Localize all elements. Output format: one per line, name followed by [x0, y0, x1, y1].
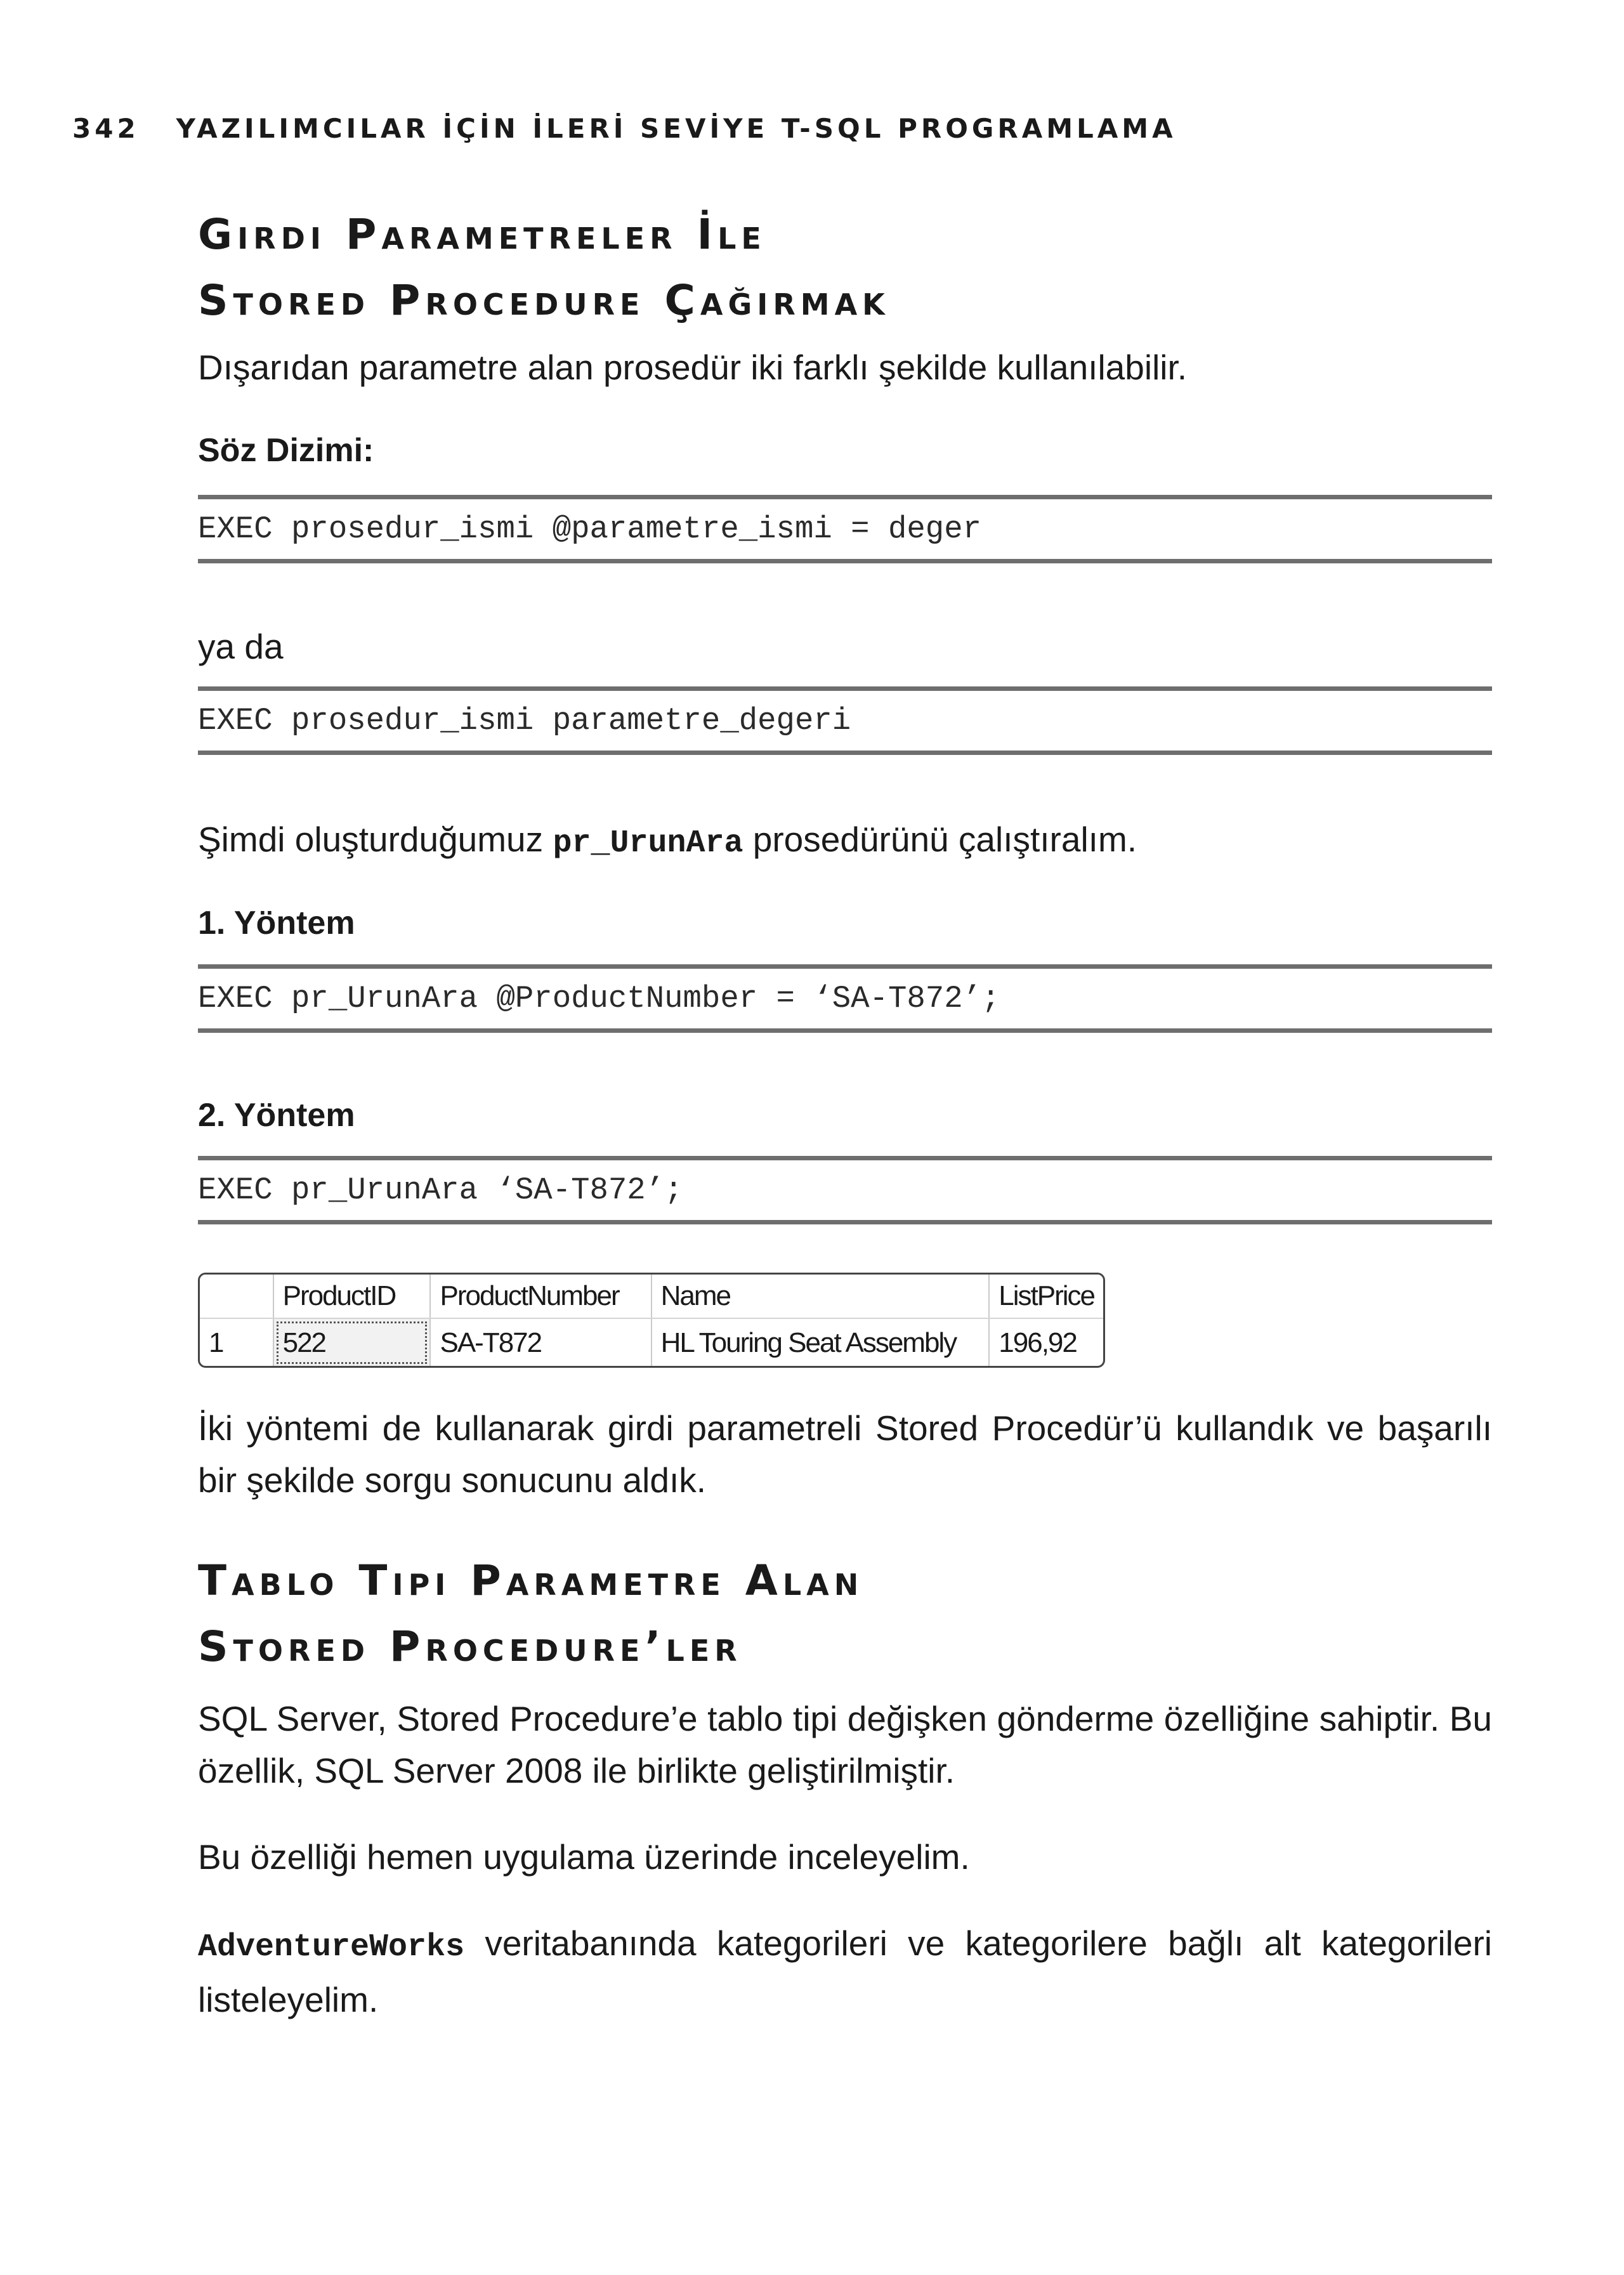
grid-cell-productnumber: SA-T872 — [430, 1318, 651, 1367]
grid-header-listprice: ListPrice — [989, 1275, 1103, 1318]
grid-header-productid: ProductID — [273, 1275, 431, 1318]
syntax-code-block-2 — [198, 686, 1492, 755]
section2-heading — [198, 1548, 1492, 1680]
query-result-grid — [198, 1273, 1105, 1368]
method1-label: 1. Yöntem — [198, 905, 355, 941]
grid-header-rownum — [200, 1275, 273, 1318]
section2-title-line1: Tablo Tipi Parametre Alan — [198, 1556, 864, 1605]
syntax-code-2: EXEC prosedur_ismi parametre_degeri — [198, 703, 851, 738]
section1-intro: Dışarıdan parametre alan prosedür iki farklı şekilde kullanılabilir. — [198, 348, 1188, 387]
method2-label: 2. Yöntem — [198, 1097, 355, 1134]
table-row — [200, 1318, 1103, 1367]
section2-title-line2: Stored Procedure’ler — [198, 1622, 742, 1671]
section2-paragraph-3 — [198, 1917, 1492, 2026]
grid-cell-listprice: 196,92 — [989, 1318, 1103, 1367]
conclusion-paragraph: İki yöntemi de kullanarak girdi parametreli Stored Procedür’ü kullandık ve başarılı bir şekilde sorgu sonucunu aldık. — [198, 1408, 1492, 1500]
syntax-code-block-1 — [198, 495, 1492, 563]
book-title: YAZILIMCILAR İÇİN İLERİ SEVİYE T-SQL PROGRAMLAMA — [176, 113, 1177, 144]
run-text-before: Şimdi oluşturduğumuz — [198, 820, 553, 859]
method1-code: EXEC pr_UrunAra @ProductNumber = ‘SA-T872’; — [198, 981, 1000, 1016]
run-instruction — [198, 813, 1492, 870]
or-text: ya da — [198, 627, 284, 666]
database-name-code: AdventureWorks — [198, 1929, 465, 1965]
page-number: 342 — [72, 113, 140, 144]
section2-paragraph-2: Bu özelliği hemen uygulama üzerinde inceleyelim. — [198, 1837, 970, 1877]
grid-cell-name: HL Touring Seat Assembly — [652, 1318, 990, 1367]
section2-paragraph-3-text: veritabanında kategorileri ve kategorilere bağlı alt kategorileri listeleyelim. — [198, 1924, 1492, 2019]
procedure-name-code: pr_UrunAra — [553, 825, 743, 862]
section2-paragraph-1: SQL Server, Stored Procedure’e tablo tipi değişken gönderme özelliğine sahiptir. Bu özellik, SQL Server 2008 ile birlikte geliştirilmiştir. — [198, 1699, 1492, 1790]
syntax-label: Söz Dizimi: — [198, 432, 374, 469]
grid-header-name: Name — [652, 1275, 990, 1318]
grid-cell-productid[interactable]: 522 — [273, 1318, 431, 1367]
method1-code-block — [198, 964, 1492, 1033]
grid-header-productnumber: ProductNumber — [430, 1275, 651, 1318]
syntax-code-1: EXEC prosedur_ismi @parametre_ismi = deger — [198, 511, 982, 547]
section1-heading — [198, 202, 1492, 334]
run-text-after: prosedürünü çalıştıralım. — [743, 820, 1137, 859]
section1-title-line2: Stored Procedure Çağırmak — [198, 276, 890, 325]
grid-cell-rownum: 1 — [209, 1327, 223, 1358]
method2-code-block — [198, 1156, 1492, 1224]
method2-code: EXEC pr_UrunAra ‘SA-T872’; — [198, 1172, 683, 1208]
section1-title-line1: Girdi Parametreler İle — [198, 210, 766, 259]
grid-header-row — [200, 1275, 1103, 1318]
running-header — [72, 113, 1177, 144]
